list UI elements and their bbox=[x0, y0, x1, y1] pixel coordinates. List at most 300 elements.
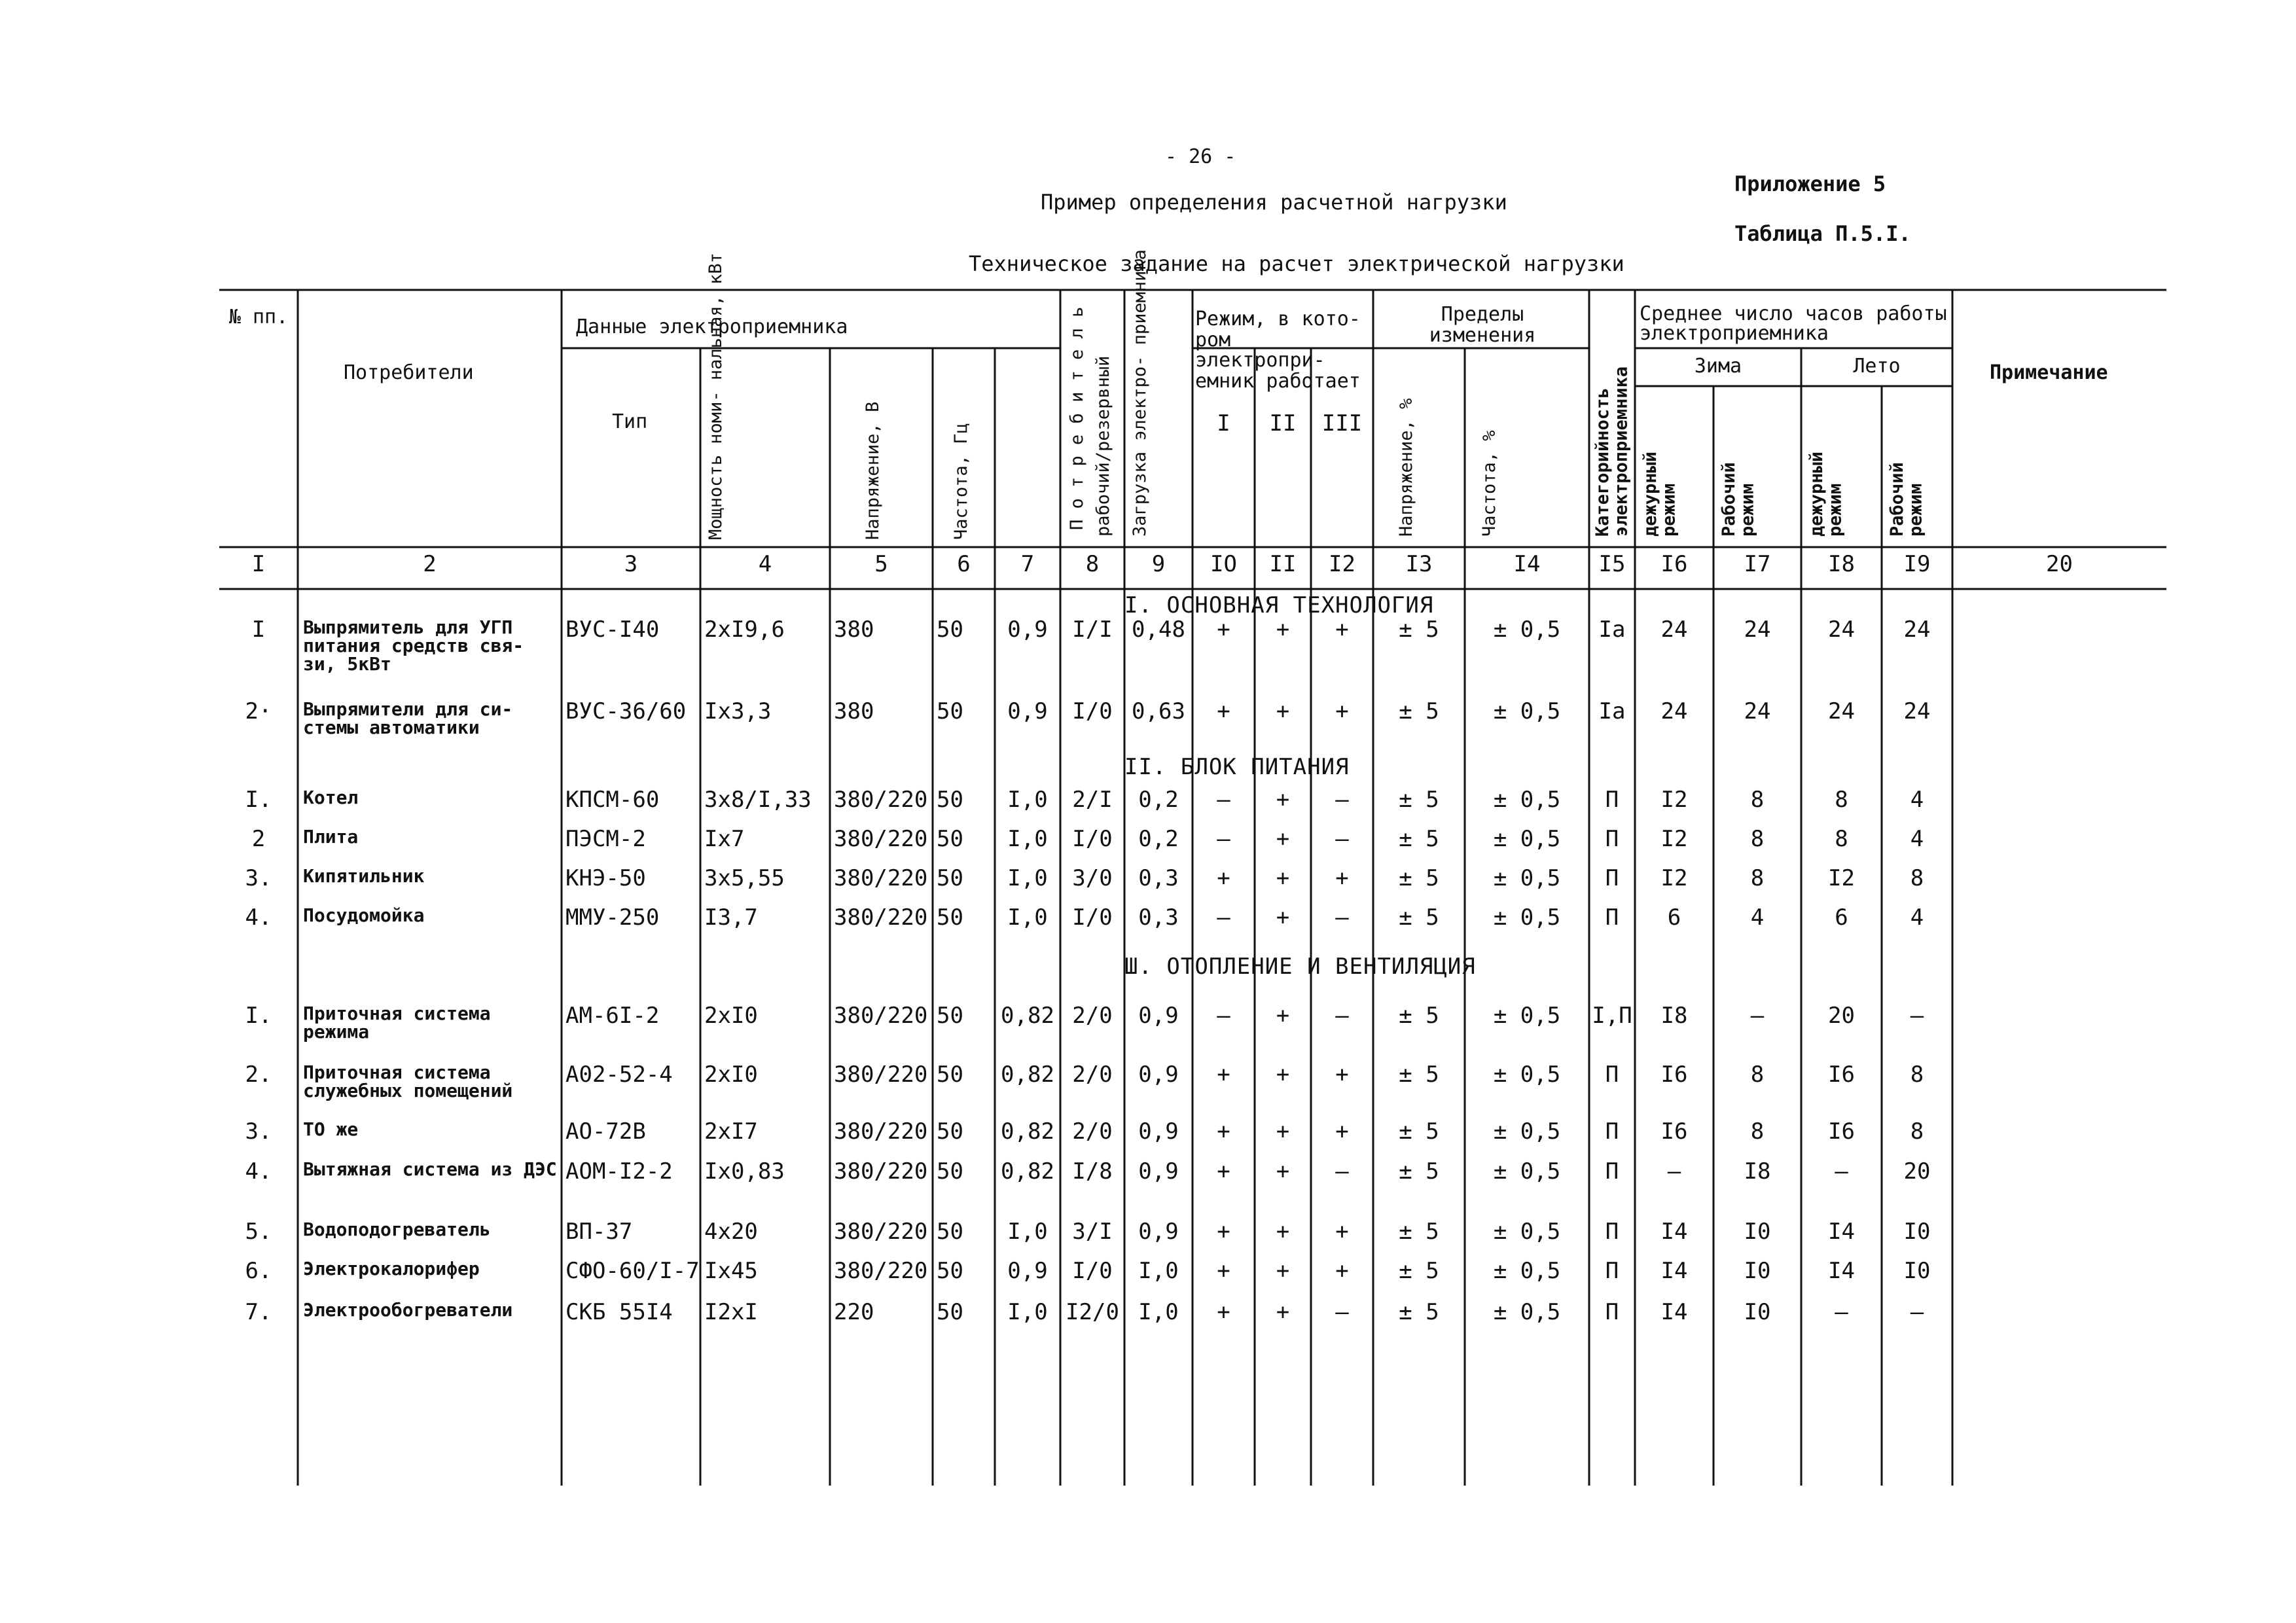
page-number: - 26 - bbox=[1165, 145, 1236, 168]
row-winter-work: 8 bbox=[1750, 865, 1765, 891]
row-name: Плита bbox=[303, 826, 359, 847]
row-name: Выпрямители для си- стемы автоматики bbox=[303, 698, 513, 738]
row-winter-duty: 6 bbox=[1667, 904, 1681, 931]
row-summer-work: 4 bbox=[1910, 904, 1924, 931]
row-winter-work: 8 bbox=[1750, 1118, 1765, 1145]
column-number: I6 bbox=[1660, 551, 1688, 577]
column-number: I bbox=[251, 551, 266, 577]
row-working-reserve: I/0 bbox=[1072, 904, 1113, 931]
row-working-reserve: I/0 bbox=[1072, 826, 1113, 852]
row-category: П bbox=[1605, 904, 1619, 931]
row-mode-2: + bbox=[1276, 1299, 1290, 1325]
row-mode-1: + bbox=[1217, 1299, 1230, 1325]
row-mode-3: + bbox=[1335, 616, 1349, 643]
row-name: Вытяжная система из ДЭС bbox=[303, 1158, 557, 1180]
column-number: 7 bbox=[1020, 551, 1035, 577]
row-type: СФО-60/I-7 bbox=[565, 1258, 700, 1284]
row-mode-2: + bbox=[1276, 616, 1290, 643]
row-power: 3х5,55 bbox=[704, 865, 785, 891]
row-voltage: 380/220 bbox=[834, 904, 928, 931]
row-limit-voltage: ± 5 bbox=[1399, 698, 1439, 724]
row-power: 2хI0 bbox=[704, 1003, 758, 1029]
row-winter-duty: I2 bbox=[1660, 826, 1688, 852]
row-name: Водоподогреватель bbox=[303, 1219, 491, 1240]
column-number: I7 bbox=[1744, 551, 1771, 577]
row-load: 0,2 bbox=[1138, 787, 1179, 813]
row-summer-duty: – bbox=[1835, 1299, 1848, 1325]
row-number: 3. bbox=[245, 865, 272, 891]
header-working-reserve: рабочий/резервный bbox=[1093, 355, 1113, 537]
header-note: Примечание bbox=[1990, 361, 2108, 384]
row-voltage: 380/220 bbox=[834, 1118, 928, 1145]
row-power: Iх45 bbox=[704, 1258, 758, 1284]
row-limit-frequency: ± 0,5 bbox=[1493, 826, 1561, 852]
column-number: I9 bbox=[1903, 551, 1931, 577]
row-summer-duty: I6 bbox=[1828, 1118, 1855, 1145]
row-frequency: 50 bbox=[937, 1258, 963, 1284]
column-number: 5 bbox=[874, 551, 888, 577]
row-category: П bbox=[1605, 1219, 1619, 1245]
row-limit-frequency: ± 0,5 bbox=[1493, 787, 1561, 813]
row-frequency: 50 bbox=[937, 1219, 963, 1245]
header-limit-voltage: Напряжение, % bbox=[1396, 398, 1416, 537]
row-name: Приточная система режима bbox=[303, 1003, 491, 1043]
row-consumer-factor: 0,9 bbox=[1007, 698, 1048, 724]
row-winter-duty: I2 bbox=[1660, 787, 1688, 813]
section-title: II. БЛОК ПИТАНИЯ bbox=[1124, 754, 1350, 780]
row-summer-duty: I6 bbox=[1828, 1061, 1855, 1088]
row-name: Электрообогреватели bbox=[303, 1299, 513, 1321]
row-mode-2: + bbox=[1276, 904, 1290, 931]
row-type: КНЭ-50 bbox=[565, 865, 646, 891]
row-working-reserve: I/0 bbox=[1072, 1258, 1113, 1284]
row-working-reserve: 2/I bbox=[1072, 787, 1113, 813]
row-load: 0,48 bbox=[1132, 616, 1185, 643]
row-voltage: 380/220 bbox=[834, 826, 928, 852]
row-limit-frequency: ± 0,5 bbox=[1493, 1061, 1561, 1088]
header-mode-2: II bbox=[1269, 410, 1297, 437]
row-mode-3: – bbox=[1335, 787, 1349, 813]
header-type: Тип bbox=[612, 410, 648, 433]
row-category: П bbox=[1605, 1061, 1619, 1088]
row-summer-work: 4 bbox=[1910, 787, 1924, 813]
row-voltage: 380/220 bbox=[834, 1003, 928, 1029]
row-type: КПСМ-60 bbox=[565, 787, 660, 813]
row-limit-voltage: ± 5 bbox=[1399, 1003, 1439, 1029]
column-number: I2 bbox=[1329, 551, 1355, 577]
row-type: АМ-6I-2 bbox=[565, 1003, 660, 1029]
column-number: I5 bbox=[1598, 551, 1626, 577]
row-consumer-factor: 0,82 bbox=[1001, 1158, 1054, 1185]
table-label: Таблица П.5.I. bbox=[1734, 221, 1911, 246]
row-limit-frequency: ± 0,5 bbox=[1493, 698, 1561, 724]
header-receiver-data: Данные электроприемника bbox=[576, 315, 848, 338]
row-limit-frequency: ± 0,5 bbox=[1493, 1299, 1561, 1325]
row-limit-frequency: ± 0,5 bbox=[1493, 1158, 1561, 1185]
row-limit-frequency: ± 0,5 bbox=[1493, 1003, 1561, 1029]
row-winter-work: 8 bbox=[1750, 787, 1765, 813]
row-consumer-factor: I,0 bbox=[1007, 787, 1048, 813]
row-name: Приточная система служебных помещений bbox=[303, 1061, 513, 1101]
row-limit-frequency: ± 0,5 bbox=[1493, 1219, 1561, 1245]
row-name: Выпрямитель для УГП питания средств свя- зи, 5кВт bbox=[303, 616, 524, 675]
header-mode-3: III bbox=[1321, 410, 1363, 437]
row-summer-work: 8 bbox=[1910, 865, 1924, 891]
row-number: I. bbox=[245, 787, 272, 813]
row-summer-duty: I2 bbox=[1828, 865, 1855, 891]
row-mode-3: + bbox=[1335, 1061, 1349, 1088]
column-number: II bbox=[1269, 551, 1297, 577]
row-category: П bbox=[1605, 1118, 1619, 1145]
header-voltage: Напряжение, В bbox=[863, 401, 883, 540]
row-consumer-factor: 0,82 bbox=[1001, 1118, 1054, 1145]
row-winter-work: 24 bbox=[1744, 698, 1771, 724]
row-power: 3х8/I,33 bbox=[704, 787, 812, 813]
row-working-reserve: I/8 bbox=[1072, 1158, 1113, 1185]
row-mode-3: + bbox=[1335, 698, 1349, 724]
column-number: 6 bbox=[957, 551, 971, 577]
row-summer-work: I0 bbox=[1903, 1219, 1931, 1245]
row-winter-duty: – bbox=[1667, 1158, 1681, 1185]
row-working-reserve: 2/0 bbox=[1072, 1003, 1113, 1029]
header-num: № пп. bbox=[228, 306, 289, 329]
row-mode-3: – bbox=[1335, 826, 1349, 852]
header-winter-work: Рабочий режим bbox=[1719, 462, 1758, 537]
row-summer-work: I0 bbox=[1903, 1258, 1931, 1284]
row-summer-work: 20 bbox=[1903, 1158, 1931, 1185]
row-frequency: 50 bbox=[937, 1003, 963, 1029]
row-summer-work: 4 bbox=[1910, 826, 1924, 852]
row-load: 0,3 bbox=[1138, 865, 1179, 891]
row-power: Iх7 bbox=[704, 826, 745, 852]
row-name: Кипятильник bbox=[303, 865, 425, 887]
row-summer-duty: I4 bbox=[1828, 1219, 1855, 1245]
header-limit-frequency: Частота, % bbox=[1479, 430, 1499, 537]
row-winter-work: 24 bbox=[1744, 616, 1771, 643]
header-mode-1: I bbox=[1217, 410, 1230, 437]
column-number: 20 bbox=[2046, 551, 2073, 577]
row-working-reserve: I/0 bbox=[1072, 698, 1113, 724]
row-winter-work: 4 bbox=[1750, 904, 1765, 931]
header-limits-group: Пределы изменения bbox=[1429, 303, 1536, 347]
column-number: 4 bbox=[758, 551, 772, 577]
row-winter-duty: I4 bbox=[1660, 1299, 1688, 1325]
row-load: 0,9 bbox=[1138, 1003, 1179, 1029]
row-mode-2: + bbox=[1276, 1219, 1290, 1245]
row-consumer-factor: 0,9 bbox=[1007, 616, 1048, 643]
row-limit-voltage: ± 5 bbox=[1399, 1061, 1439, 1088]
table-caption: Техническое задание на расчет электрической нагрузки bbox=[969, 251, 1624, 276]
row-winter-duty: I4 bbox=[1660, 1219, 1688, 1245]
row-winter-work: I8 bbox=[1744, 1158, 1771, 1185]
row-number: 5. bbox=[245, 1219, 272, 1245]
row-mode-3: – bbox=[1335, 1299, 1349, 1325]
row-number: I bbox=[251, 616, 266, 643]
row-power: 2хI0 bbox=[704, 1061, 758, 1088]
row-consumer-factor: 0,82 bbox=[1001, 1061, 1054, 1088]
row-voltage: 380/220 bbox=[834, 1061, 928, 1088]
section-title: I. ОСНОВНАЯ ТЕХНОЛОГИЯ bbox=[1124, 592, 1434, 618]
row-category: П bbox=[1605, 826, 1619, 852]
row-voltage: 380/220 bbox=[834, 787, 928, 813]
column-number: 2 bbox=[423, 551, 437, 577]
row-type: ВУС-I40 bbox=[565, 616, 660, 643]
row-name: Электрокалорифер bbox=[303, 1258, 480, 1279]
row-limit-voltage: ± 5 bbox=[1399, 1118, 1439, 1145]
row-frequency: 50 bbox=[937, 826, 963, 852]
row-mode-3: + bbox=[1335, 865, 1349, 891]
row-mode-1: + bbox=[1217, 1158, 1230, 1185]
row-consumer-factor: 0,9 bbox=[1007, 1258, 1048, 1284]
row-consumer-factor: 0,82 bbox=[1001, 1003, 1054, 1029]
row-type: АОМ-I2-2 bbox=[565, 1158, 673, 1185]
row-power: 2xI9,6 bbox=[704, 616, 785, 643]
row-number: I. bbox=[245, 1003, 272, 1029]
row-mode-1: + bbox=[1217, 865, 1230, 891]
row-mode-3: – bbox=[1335, 904, 1349, 931]
row-frequency: 50 bbox=[937, 865, 963, 891]
row-limit-voltage: ± 5 bbox=[1399, 616, 1439, 643]
row-name: Посудомойка bbox=[303, 904, 425, 926]
row-frequency: 50 bbox=[937, 1061, 963, 1088]
row-working-reserve: I2/0 bbox=[1066, 1299, 1119, 1325]
row-frequency: 50 bbox=[937, 1299, 963, 1325]
row-category: Iа bbox=[1598, 698, 1626, 724]
row-summer-duty: 8 bbox=[1835, 787, 1848, 813]
row-mode-1: + bbox=[1217, 1219, 1230, 1245]
row-limit-voltage: ± 5 bbox=[1399, 1219, 1439, 1245]
row-voltage: 380/220 bbox=[834, 1258, 928, 1284]
row-mode-3: + bbox=[1335, 1219, 1349, 1245]
row-limit-voltage: ± 5 bbox=[1399, 904, 1439, 931]
row-type: ПЭСМ-2 bbox=[565, 826, 646, 852]
row-power: Iх3,3 bbox=[704, 698, 772, 724]
row-type: ММУ-250 bbox=[565, 904, 660, 931]
header-power: Мощность номи- нальная, кВт bbox=[706, 253, 726, 540]
row-number: 2· bbox=[245, 698, 272, 724]
appendix-label: Приложение 5 bbox=[1734, 171, 1886, 196]
row-frequency: 50 bbox=[937, 1118, 963, 1145]
column-number: 3 bbox=[624, 551, 638, 577]
row-category: Iа bbox=[1598, 616, 1626, 643]
row-load: 0,9 bbox=[1138, 1158, 1179, 1185]
row-type: АО-72В bbox=[565, 1118, 646, 1145]
column-number: 9 bbox=[1151, 551, 1166, 577]
header-category: Категорийность электроприемника bbox=[1592, 366, 1632, 537]
row-limit-frequency: ± 0,5 bbox=[1493, 904, 1561, 931]
column-number: I4 bbox=[1513, 551, 1541, 577]
row-load: 0,2 bbox=[1138, 826, 1179, 852]
row-limit-frequency: ± 0,5 bbox=[1493, 616, 1561, 643]
row-frequency: 50 bbox=[937, 616, 963, 643]
row-consumer-factor: I,0 bbox=[1007, 1219, 1048, 1245]
row-frequency: 50 bbox=[937, 1158, 963, 1185]
row-summer-duty: 24 bbox=[1828, 616, 1855, 643]
row-summer-duty: 20 bbox=[1828, 1003, 1855, 1029]
row-load: 0,3 bbox=[1138, 904, 1179, 931]
row-load: 0,9 bbox=[1138, 1061, 1179, 1088]
row-mode-2: + bbox=[1276, 698, 1290, 724]
row-working-reserve: 2/0 bbox=[1072, 1061, 1113, 1088]
row-number: 4. bbox=[245, 1158, 272, 1185]
row-frequency: 50 bbox=[937, 904, 963, 931]
row-voltage: 220 bbox=[834, 1299, 874, 1325]
row-voltage: 380 bbox=[834, 698, 874, 724]
row-mode-1: + bbox=[1217, 698, 1230, 724]
row-voltage: 380/220 bbox=[834, 1158, 928, 1185]
row-summer-work: – bbox=[1910, 1299, 1924, 1325]
column-number: I3 bbox=[1405, 551, 1433, 577]
row-mode-1: + bbox=[1217, 616, 1230, 643]
header-consumers: Потребители bbox=[344, 361, 474, 384]
row-limit-voltage: ± 5 bbox=[1399, 1258, 1439, 1284]
row-limit-frequency: ± 0,5 bbox=[1493, 1118, 1561, 1145]
row-limit-voltage: ± 5 bbox=[1399, 826, 1439, 852]
column-number: I8 bbox=[1828, 551, 1855, 577]
row-load: 0,63 bbox=[1132, 698, 1185, 724]
row-type: ВП-37 bbox=[565, 1219, 633, 1245]
row-power: Iх0,83 bbox=[704, 1158, 785, 1185]
row-category: П bbox=[1605, 1299, 1619, 1325]
row-working-reserve: 3/I bbox=[1072, 1219, 1113, 1245]
row-winter-work: I0 bbox=[1744, 1219, 1771, 1245]
row-winter-work: 8 bbox=[1750, 826, 1765, 852]
header-winter-duty: дежурный режим bbox=[1640, 451, 1679, 537]
row-mode-2: + bbox=[1276, 1258, 1290, 1284]
row-winter-work: 8 bbox=[1750, 1061, 1765, 1088]
row-summer-duty: 24 bbox=[1828, 698, 1855, 724]
row-mode-1: + bbox=[1217, 1118, 1230, 1145]
row-consumer-factor: I,0 bbox=[1007, 826, 1048, 852]
row-load: 0,9 bbox=[1138, 1118, 1179, 1145]
row-winter-work: I0 bbox=[1744, 1258, 1771, 1284]
row-frequency: 50 bbox=[937, 698, 963, 724]
header-winter: Зима bbox=[1694, 355, 1742, 378]
row-consumer-factor: I,0 bbox=[1007, 904, 1048, 931]
row-category: П bbox=[1605, 787, 1619, 813]
row-mode-1: + bbox=[1217, 1258, 1230, 1284]
header-hours-group: Среднее число часов работы электроприемника bbox=[1640, 302, 1947, 345]
row-mode-3: + bbox=[1335, 1258, 1349, 1284]
row-category: П bbox=[1605, 1258, 1619, 1284]
row-summer-work: 24 bbox=[1903, 616, 1931, 643]
row-limit-frequency: ± 0,5 bbox=[1493, 1258, 1561, 1284]
row-consumer-factor: I,0 bbox=[1007, 1299, 1048, 1325]
row-mode-2: + bbox=[1276, 1118, 1290, 1145]
row-limit-voltage: ± 5 bbox=[1399, 865, 1439, 891]
row-limit-voltage: ± 5 bbox=[1399, 1299, 1439, 1325]
row-winter-work: – bbox=[1750, 1003, 1765, 1029]
header-load: Загрузка электро- приемника bbox=[1130, 249, 1150, 537]
row-working-reserve: 2/0 bbox=[1072, 1118, 1113, 1145]
section-title: Ш. ОТОПЛЕНИЕ И ВЕНТИЛЯЦИЯ bbox=[1124, 954, 1476, 980]
row-summer-duty: I4 bbox=[1828, 1258, 1855, 1284]
row-type: А02-52-4 bbox=[565, 1061, 673, 1088]
row-number: 7. bbox=[245, 1299, 272, 1325]
row-mode-1: – bbox=[1217, 787, 1230, 813]
row-mode-2: + bbox=[1276, 826, 1290, 852]
row-summer-work: 8 bbox=[1910, 1061, 1924, 1088]
row-load: I,0 bbox=[1138, 1258, 1179, 1284]
row-mode-2: + bbox=[1276, 1061, 1290, 1088]
row-winter-duty: 24 bbox=[1660, 698, 1688, 724]
row-summer-work: – bbox=[1910, 1003, 1924, 1029]
row-winter-duty: I6 bbox=[1660, 1118, 1688, 1145]
row-mode-3: – bbox=[1335, 1003, 1349, 1029]
header-frequency: Частота, Гц bbox=[951, 423, 971, 540]
row-winter-duty: I6 bbox=[1660, 1061, 1688, 1088]
row-load: I,0 bbox=[1138, 1299, 1179, 1325]
row-winter-work: I0 bbox=[1744, 1299, 1771, 1325]
row-limit-voltage: ± 5 bbox=[1399, 787, 1439, 813]
row-type: ВУС-36/60 bbox=[565, 698, 687, 724]
row-mode-2: + bbox=[1276, 1158, 1290, 1185]
row-summer-work: 8 bbox=[1910, 1118, 1924, 1145]
row-winter-duty: I2 bbox=[1660, 865, 1688, 891]
row-mode-1: + bbox=[1217, 1061, 1230, 1088]
row-number: 3. bbox=[245, 1118, 272, 1145]
row-number: 6. bbox=[245, 1258, 272, 1284]
header-summer-work: Рабочий режим bbox=[1887, 462, 1926, 537]
row-number: 2 bbox=[251, 826, 266, 852]
row-mode-3: + bbox=[1335, 1118, 1349, 1145]
row-mode-1: – bbox=[1217, 1003, 1230, 1029]
row-voltage: 380/220 bbox=[834, 1219, 928, 1245]
row-category: I,П bbox=[1592, 1003, 1632, 1029]
row-winter-duty: 24 bbox=[1660, 616, 1688, 643]
header-modes-group: Режим, в кото- ром электропри- емник работает bbox=[1195, 308, 1361, 393]
row-voltage: 380/220 bbox=[834, 865, 928, 891]
row-power: 2хI7 bbox=[704, 1118, 758, 1145]
row-mode-2: + bbox=[1276, 787, 1290, 813]
row-category: П bbox=[1605, 865, 1619, 891]
row-working-reserve: 3/0 bbox=[1072, 865, 1113, 891]
row-mode-1: – bbox=[1217, 904, 1230, 931]
row-working-reserve: I/I bbox=[1072, 616, 1113, 643]
row-category: П bbox=[1605, 1158, 1619, 1185]
column-number: IO bbox=[1210, 551, 1237, 577]
column-number: 8 bbox=[1085, 551, 1100, 577]
row-mode-3: – bbox=[1335, 1158, 1349, 1185]
row-number: 4. bbox=[245, 904, 272, 931]
row-summer-work: 24 bbox=[1903, 698, 1931, 724]
row-winter-duty: I8 bbox=[1660, 1003, 1688, 1029]
page-title: Пример определения расчетной нагрузки bbox=[1041, 190, 1507, 215]
row-limit-voltage: ± 5 bbox=[1399, 1158, 1439, 1185]
row-voltage: 380 bbox=[834, 616, 874, 643]
row-winter-duty: I4 bbox=[1660, 1258, 1688, 1284]
row-number: 2. bbox=[245, 1061, 272, 1088]
row-summer-duty: 8 bbox=[1835, 826, 1848, 852]
row-name: Котел bbox=[303, 787, 359, 808]
row-power: I3,7 bbox=[704, 904, 758, 931]
row-name: ТО же bbox=[303, 1118, 359, 1140]
row-power: I2хI bbox=[704, 1299, 758, 1325]
row-power: 4х20 bbox=[704, 1219, 758, 1245]
header-summer: Лето bbox=[1853, 355, 1901, 378]
row-mode-1: – bbox=[1217, 826, 1230, 852]
header-consumers-vert: П о т р е б и т е л ь bbox=[1067, 306, 1087, 530]
row-mode-2: + bbox=[1276, 1003, 1290, 1029]
row-load: 0,9 bbox=[1138, 1219, 1179, 1245]
row-summer-duty: 6 bbox=[1835, 904, 1848, 931]
row-limit-frequency: ± 0,5 bbox=[1493, 865, 1561, 891]
row-type: СКБ 55I4 bbox=[565, 1299, 673, 1325]
row-summer-duty: – bbox=[1835, 1158, 1848, 1185]
row-frequency: 50 bbox=[937, 787, 963, 813]
row-consumer-factor: I,0 bbox=[1007, 865, 1048, 891]
row-mode-2: + bbox=[1276, 865, 1290, 891]
